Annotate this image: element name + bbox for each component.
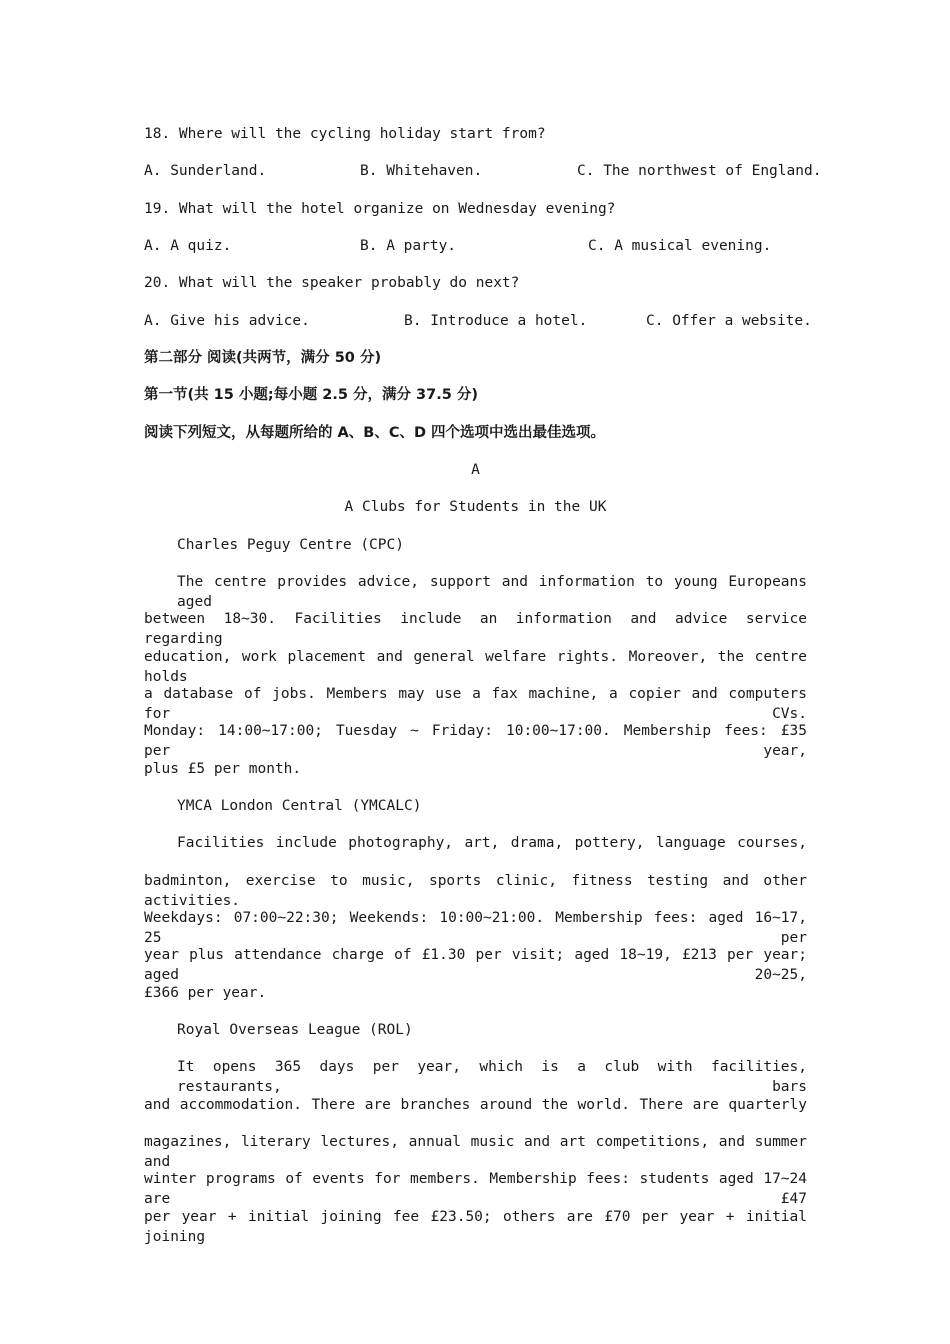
club-rol-line: winter programs of events for members. Membership fees: students aged 17~24 are £47 bbox=[144, 1171, 807, 1207]
passage-letter: A bbox=[471, 462, 480, 478]
q20-option-c: C. Offer a website. bbox=[646, 313, 812, 329]
club-name-cpc: Charles Peguy Centre (CPC) bbox=[177, 537, 404, 553]
question-20: 20. What will the speaker probably do next? bbox=[144, 275, 520, 291]
q18-option-a: A. Sunderland. bbox=[144, 163, 267, 179]
club-cpc-line: The centre provides advice, support and information to young Europeans aged bbox=[177, 574, 807, 610]
reading-instruction: 阅读下列短文，从每题所给的 A、B、C、D 四个选项中选出最佳选项。 bbox=[144, 425, 606, 441]
club-cpc-line: between 18~30. Facilities include an information and advice service regarding bbox=[144, 611, 807, 647]
q20-option-b: B. Introduce a hotel. bbox=[404, 313, 588, 329]
q18-option-c: C. The northwest of England. bbox=[577, 163, 822, 179]
club-name-rol: Royal Overseas League (ROL) bbox=[177, 1022, 413, 1038]
club-cpc-line: education, work placement and general welfare rights. Moreover, the centre holds bbox=[144, 649, 807, 685]
club-ymcalc-line: year plus attendance charge of £1.30 per visit; aged 18~19, £213 per year; aged 20~25, bbox=[144, 947, 807, 983]
club-rol-line: magazines, literary lectures, annual music and art competitions, and summer and bbox=[144, 1134, 807, 1170]
club-cpc-line: Monday: 14:00~17:00; Tuesday ~ Friday: 10:00~17:00. Membership fees: £35 per year, bbox=[144, 723, 807, 759]
club-cpc-line: plus £5 per month. bbox=[144, 761, 302, 777]
q19-option-a: A. A quiz. bbox=[144, 238, 232, 254]
passage-title: A Clubs for Students in the UK bbox=[344, 499, 607, 515]
q20-option-a: A. Give his advice. bbox=[144, 313, 310, 329]
q19-option-c: C. A musical evening. bbox=[588, 238, 772, 254]
question-18: 18. Where will the cycling holiday start from? bbox=[144, 126, 546, 142]
q19-option-b: B. A party. bbox=[360, 238, 457, 254]
club-rol-line: per year + initial joining fee £23.50; others are £70 per year + initial joining bbox=[144, 1209, 807, 1245]
question-19: 19. What will the hotel organize on Wednesday evening? bbox=[144, 201, 616, 217]
club-ymcalc-line: badminton, exercise to music, sports clinic, fitness testing and other activities. bbox=[144, 873, 807, 909]
club-name-ymcalc: YMCA London Central (YMCALC) bbox=[177, 798, 422, 814]
club-ymcalc-line: £366 per year. bbox=[144, 985, 267, 1001]
section1-heading: 第一节(共 15 小题;每小题 2.5 分，满分 37.5 分) bbox=[144, 387, 478, 403]
club-cpc-line: a database of jobs. Members may use a fax machine, a copier and computers for CVs. bbox=[144, 686, 807, 722]
club-ymcalc-line: Facilities include photography, art, drama, pottery, language courses, bbox=[177, 835, 807, 851]
club-rol-line: and accommodation. There are branches around the world. There are quarterly bbox=[144, 1097, 807, 1113]
club-rol-line: It opens 365 days per year, which is a club with facilities, restaurants, bars bbox=[177, 1059, 807, 1095]
club-ymcalc-line: Weekdays: 07:00~22:30; Weekends: 10:00~21:00. Membership fees: aged 16~17, 25 per bbox=[144, 910, 807, 946]
q18-option-b: B. Whitehaven. bbox=[360, 163, 483, 179]
part2-heading: 第二部分 阅读(共两节，满分 50 分) bbox=[144, 350, 382, 366]
